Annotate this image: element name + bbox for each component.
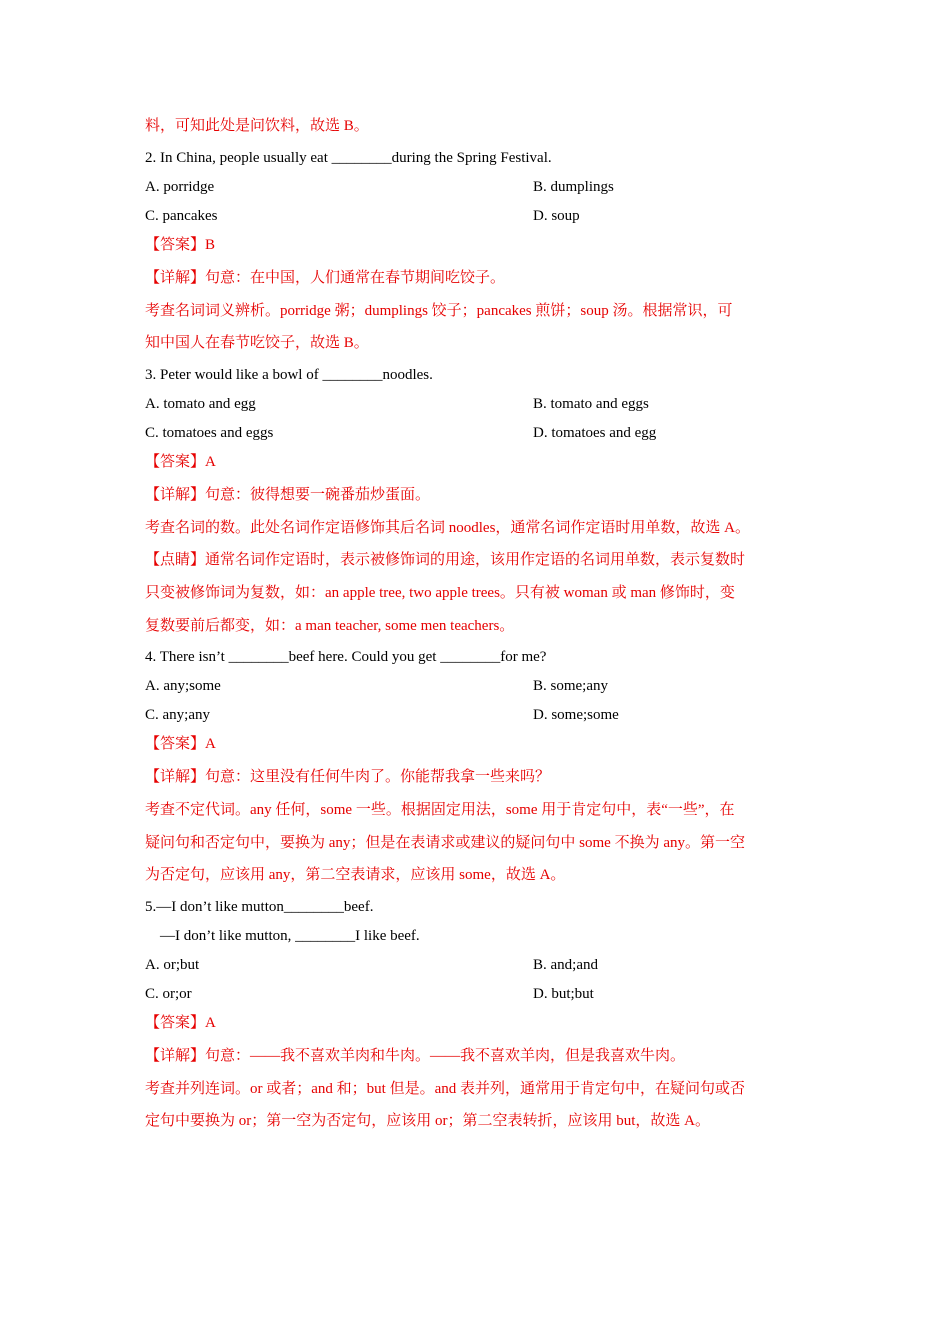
option-b: B. tomato and eggs bbox=[533, 396, 649, 412]
question-5: 5.—I don’t like mutton________beef. bbox=[145, 899, 374, 915]
tip-line: 只变被修饰词为复数，如：an apple tree, two apple trees。只有被 woman 或 man 修饰时，变 bbox=[145, 585, 735, 601]
option-d: D. some;some bbox=[533, 707, 619, 723]
option-b: B. dumplings bbox=[533, 179, 614, 195]
detail-explanation: 【详解】句意：在中国，人们通常在春节期间吃饺子。 bbox=[145, 270, 506, 286]
option-c: C. or;or bbox=[145, 986, 192, 1002]
option-c: C. any;any bbox=[145, 707, 210, 723]
option-a: A. or;but bbox=[145, 957, 200, 973]
detail-explanation: 【详解】句意：彼得想要一碗番茄炒蛋面。 bbox=[145, 487, 431, 503]
option-d: D. tomatoes and egg bbox=[533, 425, 657, 441]
option-a: A. tomato and egg bbox=[145, 396, 256, 412]
answer-label: 【答案】A bbox=[145, 454, 216, 470]
option-c: C. tomatoes and eggs bbox=[145, 425, 274, 441]
option-d: D. soup bbox=[533, 208, 580, 224]
option-d: D. but;but bbox=[533, 986, 594, 1002]
answer-label: 【答案】A bbox=[145, 736, 216, 752]
question-5-line-2: —I don’t like mutton, ________I like beef. bbox=[160, 928, 420, 944]
option-a: A. any;some bbox=[145, 678, 221, 694]
explanation-line: 料，可知此处是问饮料，故选 B。 bbox=[145, 118, 369, 134]
question-4: 4. There isn’t ________beef here. Could you get ________for me? bbox=[145, 649, 547, 665]
explanation-line: 考查并列连词。or 或者；and 和；but 但是。and 表并列，通常用于肯定句中，在疑问句或否 bbox=[145, 1081, 745, 1097]
explanation-line: 为否定句，应该用 any，第二空表请求，应该用 some，故选 A。 bbox=[145, 867, 566, 883]
explanation-line: 定句中要换为 or；第一空为否定句，应该用 or；第二空表转折，应该用 but，故选 A。 bbox=[145, 1113, 710, 1129]
tip-line: 复数要前后都变，如：a man teacher, some men teachers。 bbox=[145, 618, 515, 634]
option-c: C. pancakes bbox=[145, 208, 218, 224]
detail-explanation: 【详解】句意：这里没有任何牛肉了。你能帮我拿一些来吗？ bbox=[145, 769, 551, 785]
tip-line: 【点睛】通常名词作定语时，表示被修饰词的用途，该用作定语的名词用单数，表示复数时 bbox=[145, 552, 746, 568]
option-a: A. porridge bbox=[145, 179, 215, 195]
explanation-line: 考查名词词义辨析。porridge 粥；dumplings 饺子；pancakes 煎饼；soup 汤。根据常识，可 bbox=[145, 303, 733, 319]
question-3: 3. Peter would like a bowl of ________noodles. bbox=[145, 367, 433, 383]
explanation-line: 疑问句和否定句中，要换为 any；但是在表请求或建议的疑问句中 some 不换为 any。第一空 bbox=[145, 835, 745, 851]
option-b: B. some;any bbox=[533, 678, 608, 694]
explanation-line: 知中国人在春节吃饺子，故选 B。 bbox=[145, 335, 369, 351]
answer-label: 【答案】A bbox=[145, 1015, 216, 1031]
question-2: 2. In China, people usually eat ________during the Spring Festival. bbox=[145, 150, 552, 166]
detail-explanation: 【详解】句意：——我不喜欢羊肉和牛肉。——我不喜欢羊肉，但是我喜欢牛肉。 bbox=[145, 1048, 686, 1064]
explanation-line: 考查名词的数。此处名词作定语修饰其后名词 noodles，通常名词作定语时用单数，故选 A。 bbox=[145, 520, 750, 536]
option-b: B. and;and bbox=[533, 957, 598, 973]
answer-label: 【答案】B bbox=[145, 237, 216, 253]
explanation-line: 考查不定代词。any 任何，some 一些。根据固定用法，some 用于肯定句中，表“一些”，在 bbox=[145, 802, 735, 818]
